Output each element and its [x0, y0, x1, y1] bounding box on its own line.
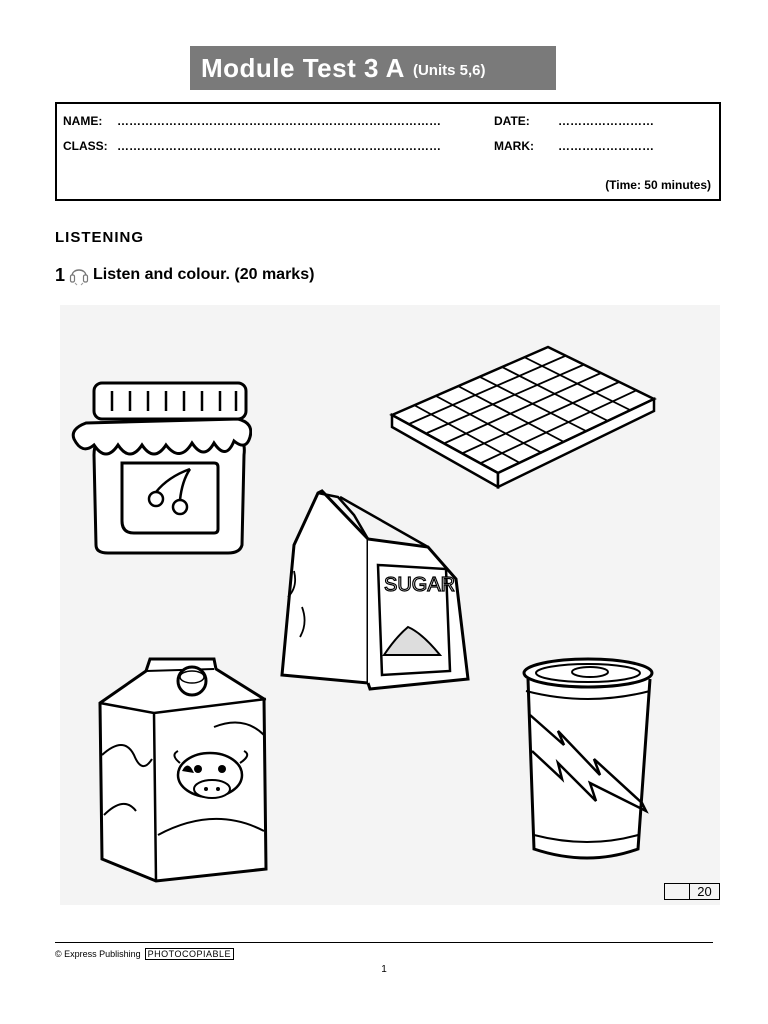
footer-divider [55, 942, 713, 943]
exercise-text: Listen and colour. (20 marks) [93, 266, 315, 283]
class-field[interactable]: ……………………………………………………………………… [117, 139, 441, 153]
date-label: DATE: [494, 114, 530, 128]
jam-jar-illustration[interactable] [68, 377, 252, 557]
name-field[interactable]: ……………………………………………………………………… [117, 114, 441, 128]
mark-field[interactable]: …………………… [558, 139, 654, 153]
mark-label: MARK: [494, 139, 534, 153]
milk-carton-illustration[interactable] [94, 655, 272, 885]
section-heading: LISTENING [55, 229, 145, 246]
sugar-bag-illustration[interactable] [278, 487, 474, 695]
page-subtitle: (Units 5,6) [412, 62, 486, 79]
name-label: NAME: [63, 114, 103, 128]
chocolate-bar-illustration[interactable] [388, 343, 658, 493]
photocopiable-badge: PHOTOCOPIABLE [145, 948, 234, 960]
page-title: Module Test 3 A [201, 52, 405, 83]
score-box [664, 883, 720, 900]
score-entry[interactable] [665, 884, 690, 899]
exercise-number: 1 [55, 264, 66, 285]
page-number: 1 [381, 964, 387, 975]
headphones-icon [69, 264, 89, 286]
footer-publisher [55, 948, 234, 960]
student-info-box [55, 102, 721, 201]
colouring-illustrations [60, 305, 720, 905]
sugar-label: SUGAR [384, 574, 456, 596]
title-banner [190, 46, 556, 90]
time-note: (Time: 50 minutes) [605, 178, 711, 192]
publisher-text: © Express Publishing [55, 949, 141, 959]
score-total: 20 [697, 884, 712, 899]
class-label: CLASS: [63, 139, 108, 153]
exercise-instruction [55, 264, 314, 286]
soda-can-illustration[interactable] [518, 655, 658, 865]
date-field[interactable]: …………………… [558, 114, 654, 128]
